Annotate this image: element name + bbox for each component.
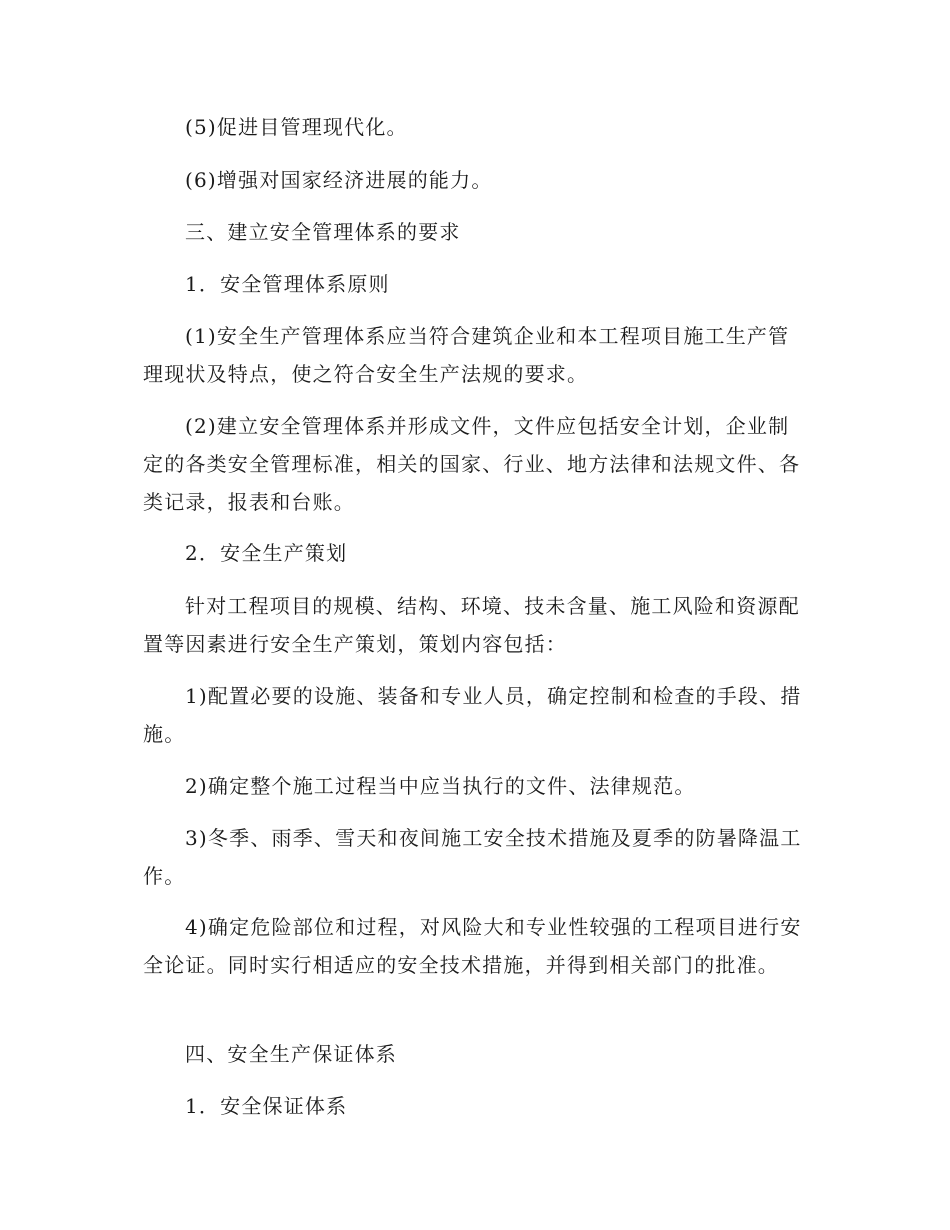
subsection-heading: 1．安全管理体系原则 (185, 272, 390, 296)
paragraph: (2)建立安全管理体系并形成文件，文件应包括安全计划，企业制定的各类安全管理标准，相关的国家、行业、地方法律和法规文件、各类记录，报表和台账。 (143, 414, 801, 514)
paragraph: (6)增强对国家经济进展的能力。 (185, 168, 493, 192)
list-item: 3)冬季、雨季、雪天和夜间施工安全技术措施及夏季的防暑降温工作。 (143, 826, 802, 888)
subsection-heading: 2．安全生产策划 (185, 541, 348, 565)
paragraph: 针对工程项目的规模、结构、环境、技未含量、施工风险和资源配置等因素进行安全生产策划，策划内容包括： (143, 594, 800, 656)
list-item: 2)确定整个施工过程当中应当执行的文件、法律规范。 (185, 774, 696, 798)
list-item: 4)确定危险部位和过程，对风险大和专业性较强的工程项目进行安全论证。同时实行相适应的安全技术措施，并得到相关部门的批准。 (143, 915, 802, 977)
paragraph: (1)安全生产管理体系应当符合建筑企业和本工程项目施工生产管理现状及特点，使之符合安全生产法规的要求。 (143, 324, 790, 386)
list-item: 1)配置必要的设施、装备和专业人员，确定控制和检查的手段、措施。 (143, 684, 802, 746)
section-heading: 四、安全生产保证体系 (185, 1042, 397, 1066)
paragraph: (5)促进目管理现代化。 (185, 115, 408, 139)
subsection-heading: 1．安全保证体系 (185, 1094, 348, 1118)
section-heading: 三、建立安全管理体系的要求 (185, 220, 461, 244)
